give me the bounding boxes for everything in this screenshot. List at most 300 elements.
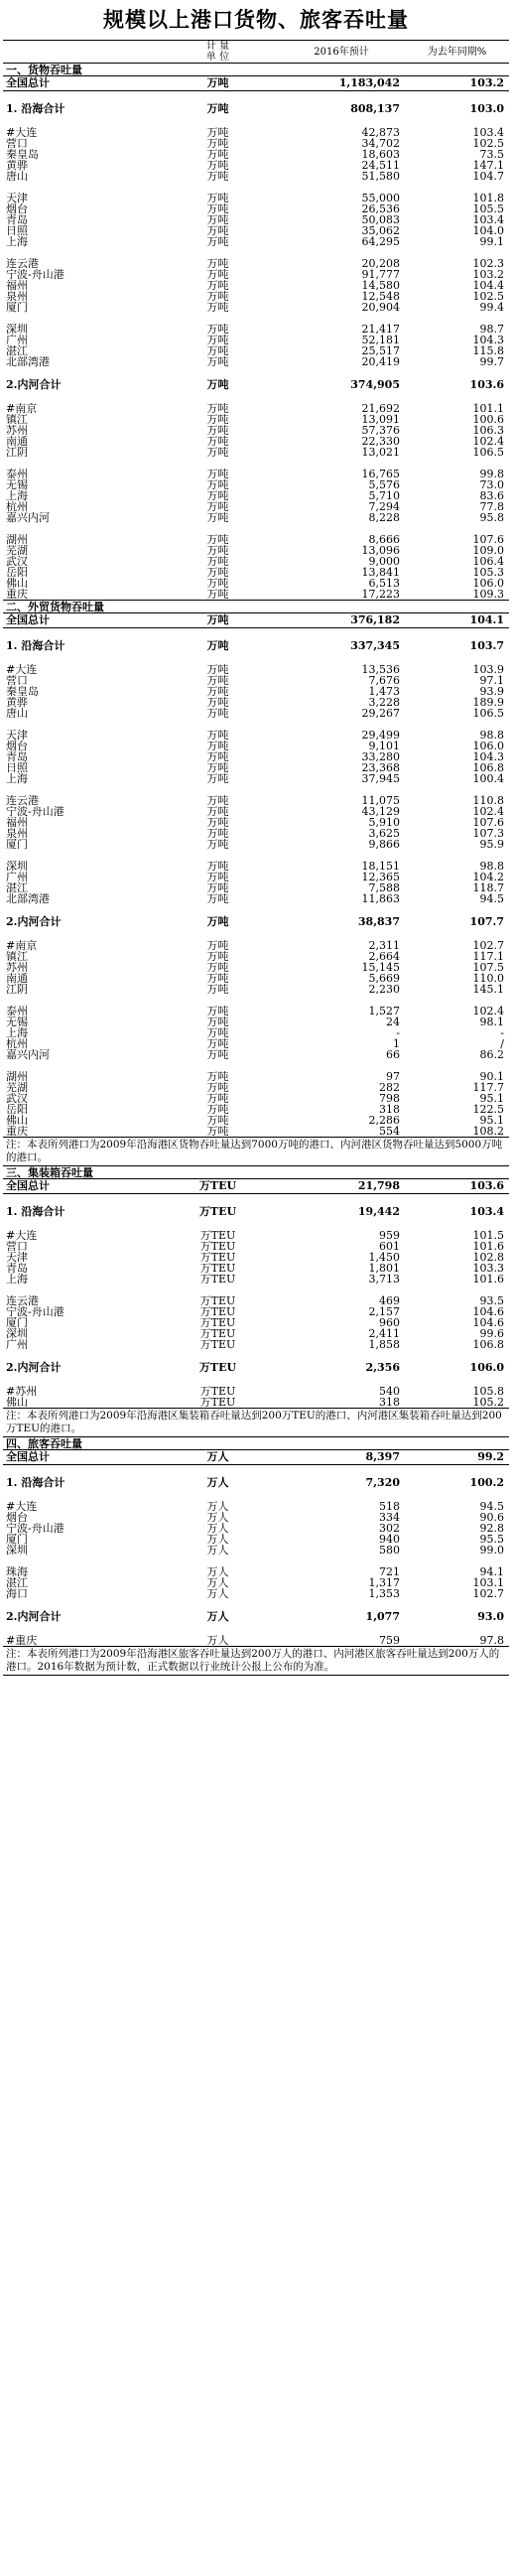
spacer-cell [3,1375,509,1386]
table-row [3,839,509,850]
row-value: 18,603 [361,149,400,160]
row-unit: 万吨 [206,984,229,995]
row-value: 1,353 [368,1588,400,1599]
table-row [3,773,509,784]
spacer-cell [3,523,509,534]
row-name: 上海 [6,1027,28,1038]
spacer-row [3,313,509,324]
row-pct: 106.4 [472,556,504,567]
row-pct: 90.1 [479,1071,504,1082]
row-pct: 107.3 [472,828,504,839]
row-unit: 万吨 [206,160,229,171]
row-name: 重庆 [6,1126,28,1138]
row-value: 43,129 [361,806,400,817]
table-row [3,973,509,984]
row-pct: 92.8 [479,1523,504,1534]
table-row [3,1049,509,1060]
row-name: 天津 [6,193,28,203]
row-name: #大连 [6,127,38,138]
table-row [3,1115,509,1126]
row-pct: 104.6 [472,1317,504,1328]
table-row [3,512,509,523]
row-name: 黄骅 [6,160,28,171]
row-pct: 122.5 [472,1104,504,1115]
row-unit: 万吨 [206,962,229,973]
row-pct: 103.2 [472,269,504,280]
row-pct: 103.2 [405,76,509,91]
spacer-row [3,1465,509,1477]
row-value: 50,083 [361,214,400,225]
table-row [3,534,509,545]
row-unit: 万吨 [206,686,229,697]
row-pct: 106.8 [472,1339,504,1350]
row-value: 302 [379,1523,400,1534]
row-pct: 103.1 [472,1577,504,1588]
row-name: 厦门 [6,1534,28,1545]
row-value: 759 [379,1635,400,1647]
spacer-cell [3,628,509,640]
subtotal-row [3,102,509,116]
row-unit: 万吨 [206,469,229,479]
row-unit: 万吨 [158,76,278,91]
row-value: 20,208 [361,258,400,269]
row-pct: 99.1 [479,236,504,247]
table-row [3,490,509,501]
row-pct: 103.4 [469,1205,504,1218]
table-row [3,984,509,995]
row-unit: 万吨 [206,490,229,501]
row-name: 无锡 [6,479,28,490]
row-unit: 万吨 [206,1082,229,1093]
row-pct: 106.8 [472,762,504,773]
row-name: 无锡 [6,1017,28,1027]
row-name: 苏州 [6,962,28,973]
row-pct: 97.1 [479,675,504,686]
row-name: 嘉兴内河 [6,1049,50,1060]
row-unit: 万吨 [206,1038,229,1049]
page-title: 规模以上港口货物、旅客吞吐量 [103,7,409,32]
subtotal-row [3,378,509,392]
row-value: 282 [379,1082,400,1093]
row-unit: 万吨 [206,1027,229,1038]
row-unit: 万TEU [199,1241,236,1252]
row-unit: 万吨 [206,762,229,773]
row-pct: 94.1 [479,1566,504,1577]
table-row [3,1071,509,1082]
subtotal-row [3,1476,509,1490]
row-pct: 101.8 [472,193,504,203]
table-row [3,345,509,356]
table-row [3,1317,509,1328]
row-name: 武汉 [6,1093,28,1104]
row-value: 97 [386,1071,400,1082]
row-unit: 万吨 [206,806,229,817]
spacer-cell [3,367,509,378]
row-name: 杭州 [6,1038,28,1049]
row-name: 烟台 [6,203,28,214]
row-value: 721 [379,1566,400,1577]
row-name: 连云港 [6,258,39,269]
table-row [3,193,509,203]
row-unit: 万人 [158,1450,278,1465]
row-pct: 104.0 [472,225,504,236]
row-name: 全国总计 [3,76,158,91]
row-pct: 145.1 [472,984,504,995]
row-value: 1 [393,1038,400,1049]
row-unit: 万人 [206,1610,229,1623]
row-unit: 万吨 [206,149,229,160]
table-row [3,1230,509,1241]
table-row [3,1252,509,1263]
row-pct: 103.6 [405,1179,509,1194]
row-name: 镇江 [6,951,28,962]
spacer-row [3,1060,509,1071]
row-value: 51,580 [361,171,400,182]
table-row [3,1038,509,1049]
table-row [3,861,509,872]
row-value: 42,873 [361,127,400,138]
spacer-row [3,1490,509,1501]
section-title [3,64,509,76]
row-pct: 107.6 [472,534,504,545]
table-row [3,940,509,951]
row-pct: 99.2 [405,1450,509,1465]
row-unit: 万吨 [206,102,229,115]
row-unit: 万吨 [206,269,229,280]
spacer-row [3,1194,509,1206]
row-pct: 106.0 [472,578,504,589]
table-note [3,1138,509,1166]
row-name: #南京 [6,403,38,414]
row-name: 湛江 [6,1577,28,1588]
row-name: 岳阳 [6,567,28,578]
row-unit: 万TEU [199,1230,236,1241]
row-pct: 106.5 [472,447,504,458]
header-name [3,41,158,64]
row-name: 日照 [6,762,28,773]
row-unit: 万吨 [206,741,229,751]
spacer-cell [3,116,509,127]
table-row [3,697,509,708]
table-row [3,436,509,447]
row-pct: 93.5 [479,1295,504,1306]
row-unit: 万TEU [199,1263,236,1274]
row-name: 青岛 [6,1263,28,1274]
note-text: 注：本表所列港口为2009年沿海港区旅客吞吐量达到200万人的港口、内河港区旅客吞吐量达到200万人的港口。2016年数据为预计数，正式数据以行业统计公报上公布的为准。 [3,1647,509,1676]
row-value: 337,345 [350,639,400,652]
row-pct: 101.1 [472,403,504,414]
row-pct: 106.3 [472,425,504,436]
row-pct: 83.6 [479,490,504,501]
row-pct: 102.4 [472,1006,504,1017]
table-row [3,501,509,512]
row-unit: 万吨 [206,915,229,928]
row-name: #苏州 [6,1386,38,1397]
row-value: 52,181 [361,335,400,345]
row-pct: 98.1 [479,1017,504,1027]
row-unit: 万吨 [206,193,229,203]
row-pct: 109.0 [472,545,504,556]
row-unit: 万吨 [206,512,229,523]
row-unit: 万吨 [206,578,229,589]
row-value: 5,576 [368,479,400,490]
table-row [3,291,509,302]
row-value: 3,625 [368,828,400,839]
row-value: 798 [379,1093,400,1104]
row-name: 营口 [6,675,28,686]
row-name: 连云港 [6,1295,39,1306]
row-pct: 95.5 [479,1534,504,1545]
row-name: 全国总计 [3,1179,158,1194]
row-unit: 万吨 [206,302,229,313]
row-unit: 万人 [206,1476,229,1489]
table-row [3,1545,509,1556]
row-value: 11,863 [361,893,400,904]
row-name: 芜湖 [6,1082,28,1093]
row-name: #南京 [6,940,38,951]
table-row [3,762,509,773]
row-pct: 100.2 [469,1476,504,1489]
row-pct: 117.7 [472,1082,504,1093]
table-row [3,127,509,138]
row-value: 1,183,042 [278,76,405,91]
table-row [3,356,509,367]
row-value: 3,713 [368,1274,400,1285]
row-value: 318 [379,1397,400,1409]
row-value: 8,397 [278,1450,405,1465]
row-unit: 万吨 [206,1017,229,1027]
spacer-cell [3,904,509,915]
port-throughput-table [3,40,509,1676]
row-pct: 110.8 [472,795,504,806]
row-unit: 万吨 [206,345,229,356]
table-row [3,1566,509,1577]
row-value: 554 [379,1126,400,1138]
spacer-row [3,116,509,127]
table-row [3,806,509,817]
row-unit: 万吨 [158,613,278,628]
table-row [3,545,509,556]
row-value: 12,365 [361,872,400,882]
row-name: 宁波-舟山港 [6,1306,64,1317]
row-value: 24,511 [361,160,400,171]
row-value: 21,798 [278,1179,405,1194]
row-unit: 万吨 [206,708,229,719]
row-pct: 99.4 [479,302,504,313]
row-name: 秦皇岛 [6,686,39,697]
table-row [3,1241,509,1252]
row-name: 上海 [6,236,28,247]
table-row [3,479,509,490]
table-row [3,1397,509,1409]
row-pct: 108.2 [472,1126,504,1138]
row-value: 2,356 [365,1361,400,1374]
row-unit: 万吨 [206,639,229,652]
row-value: - [396,1027,400,1038]
spacer-row [3,995,509,1006]
section-title [3,601,509,613]
subtotal-row [3,1610,509,1624]
row-unit: 万吨 [206,1006,229,1017]
table-row [3,258,509,269]
table-row [3,556,509,567]
table-row [3,1523,509,1534]
row-name: #大连 [6,1501,38,1512]
row-name: 泰州 [6,469,28,479]
table-row [3,708,509,719]
table-row [3,589,509,601]
table-row [3,1274,509,1285]
row-value: 518 [379,1501,400,1512]
table-row [3,751,509,762]
spacer-cell [3,719,509,730]
spacer-row [3,247,509,258]
spacer-cell [3,91,509,103]
row-value: 6,513 [368,578,400,589]
row-unit: 万吨 [206,1115,229,1126]
section-title-text: 一、货物吞吐量 [3,64,509,76]
row-pct: / [500,1038,504,1049]
row-pct: 103.3 [472,1263,504,1274]
row-value: 19,442 [357,1205,400,1218]
row-value: 1,801 [368,1263,400,1274]
spacer-cell [3,995,509,1006]
row-name: 厦门 [6,839,28,850]
row-name: 江阴 [6,447,28,458]
row-name: 营口 [6,1241,28,1252]
table-row [3,403,509,414]
row-unit: 万吨 [206,436,229,447]
row-value: 34,702 [361,138,400,149]
row-name: 泰州 [6,1006,28,1017]
table-row [3,302,509,313]
row-name: 1. 沿海合计 [6,639,65,652]
row-pct: 94.5 [479,893,504,904]
header-unit: 计 量 单 位 [158,41,278,64]
row-name: 深圳 [6,861,28,872]
row-pct: 94.5 [479,1501,504,1512]
table-row [3,730,509,741]
row-unit: 万吨 [206,291,229,302]
spacer-cell [3,458,509,469]
section-title-text: 三、集装箱吞吐量 [3,1166,509,1179]
row-name: 泉州 [6,828,28,839]
table-row [3,893,509,904]
row-name: 海口 [6,1588,28,1599]
row-value: 12,548 [361,291,400,302]
row-unit: 万吨 [206,501,229,512]
row-value: 1,317 [368,1577,400,1588]
row-value: 55,000 [361,193,400,203]
row-name: 1. 沿海合计 [6,1205,65,1218]
row-value: 7,676 [368,675,400,686]
header-value: 2016年预计 [278,41,405,64]
table-row [3,469,509,479]
row-name: 武汉 [6,556,28,567]
row-name: 1. 沿海合计 [6,1476,65,1489]
table-row [3,1295,509,1306]
row-unit: 万TEU [199,1397,236,1409]
spacer-cell [3,1194,509,1206]
spacer-row [3,523,509,534]
row-pct: 117.1 [472,951,504,962]
row-value: 7,588 [368,882,400,893]
spacer-row [3,929,509,940]
table-note [3,1409,509,1437]
row-unit: 万吨 [206,872,229,882]
row-pct: 106.0 [469,1361,504,1374]
row-name: 广州 [6,872,28,882]
row-pct: 106.0 [472,741,504,751]
table-row [3,1082,509,1093]
row-value: 2,230 [368,984,400,995]
row-unit: 万TEU [199,1274,236,1285]
row-value: 376,182 [278,613,405,628]
row-value: 13,841 [361,567,400,578]
row-value: 540 [379,1386,400,1397]
row-value: 13,091 [361,414,400,425]
row-value: 20,419 [361,356,400,367]
spacer-cell [3,1060,509,1071]
section-title-text: 四、旅客吞吐量 [3,1437,509,1450]
row-pct: 102.7 [472,940,504,951]
table-row [3,817,509,828]
row-name: 深圳 [6,1328,28,1339]
row-name: 2.内河合计 [6,915,62,928]
row-pct: 90.6 [479,1512,504,1523]
row-name: 泉州 [6,291,28,302]
row-name: 北部湾港 [6,893,50,904]
row-unit: 万吨 [206,225,229,236]
row-pct: 103.6 [469,378,504,391]
row-pct: 104.7 [472,171,504,182]
row-value: 66 [386,1049,400,1060]
spacer-cell [3,1556,509,1566]
table-row [3,1577,509,1588]
row-pct: 95.1 [479,1093,504,1104]
row-unit: 万TEU [158,1179,278,1194]
row-pct: 102.3 [472,258,504,269]
row-name: 秦皇岛 [6,149,39,160]
row-name: 上海 [6,490,28,501]
row-pct: 105.8 [472,1386,504,1397]
row-name: 2.内河合计 [6,378,62,391]
row-name: 2.内河合计 [6,1361,62,1374]
row-value: 960 [379,1317,400,1328]
spacer-cell [3,392,509,403]
row-name: 湖州 [6,1071,28,1082]
row-name: 佛山 [6,1115,28,1126]
row-pct: 73.0 [479,479,504,490]
row-name: 天津 [6,1252,28,1263]
section-title-text: 二、外贸货物吞吐量 [3,601,509,613]
row-pct: 98.8 [479,861,504,872]
row-unit: 万TEU [199,1295,236,1306]
row-value: 2,411 [368,1328,400,1339]
row-name: 烟台 [6,741,28,751]
row-name: 天津 [6,730,28,741]
row-unit: 万吨 [206,214,229,225]
row-value: 7,294 [368,501,400,512]
row-value: 940 [379,1534,400,1545]
row-unit: 万吨 [206,138,229,149]
section-title [3,1166,509,1179]
row-value: 25,517 [361,345,400,356]
row-pct: 105.3 [472,567,504,578]
table-row [3,741,509,751]
row-unit: 万吨 [206,236,229,247]
row-pct: 104.3 [472,751,504,762]
